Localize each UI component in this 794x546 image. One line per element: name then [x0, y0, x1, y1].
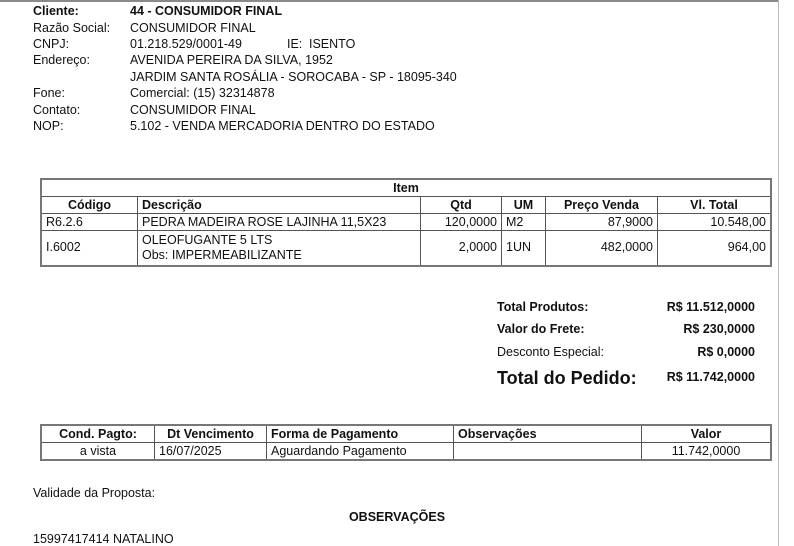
ie-label: IE: [287, 37, 303, 51]
item-descricao: PEDRA MADEIRA ROSE LAJINHA 11,5X23 [138, 214, 421, 231]
item-preco: 482,0000 [546, 231, 658, 266]
header-codigo: Código [41, 197, 138, 214]
endereco-line1: AVENIDA PEREIRA DA SILVA, 1952 [130, 53, 333, 67]
item-total: 10.548,00 [658, 214, 772, 231]
header-observacoes: Observações [454, 425, 642, 443]
items-title: Item [41, 179, 771, 197]
fone-value: Comercial: (15) 32314878 [130, 86, 275, 100]
desconto-label: Desconto Especial: [497, 345, 605, 359]
header-valor: Valor [642, 425, 772, 443]
payment-header-row [41, 425, 771, 443]
cnpj-label: CNPJ: [33, 37, 70, 51]
table-row [41, 214, 771, 231]
item-qtd: 120,0000 [421, 214, 502, 231]
payment-table [40, 424, 772, 461]
cliente-value: 44 - CONSUMIDOR FINAL [130, 4, 283, 18]
header-cond-pagto: Cond. Pagto: [41, 425, 155, 443]
item-um: 1UN [502, 231, 546, 266]
items-table [40, 178, 772, 267]
header-um: UM [502, 197, 546, 214]
observacoes-text: 15997417414 NATALINO [33, 532, 174, 546]
header-qtd: Qtd [421, 197, 502, 214]
endereco-label: Endereço: [33, 53, 90, 67]
total-pedido-label: Total do Pedido: [497, 368, 637, 388]
item-um: M2 [502, 214, 546, 231]
item-qtd: 2,0000 [421, 231, 502, 266]
header-forma-pagamento: Forma de Pagamento [267, 425, 454, 443]
validade-proposta: Validade da Proposta: [33, 486, 156, 500]
table-row [41, 443, 771, 461]
header-dt-vencimento: Dt Vencimento [155, 425, 267, 443]
item-obs: Obs: IMPERMEABILIZANTE [142, 247, 302, 262]
razao-value: CONSUMIDOR FINAL [130, 21, 256, 35]
fone-label: Fone: [33, 86, 65, 100]
item-codigo: R6.2.6 [41, 214, 138, 231]
dt-vencimento: 16/07/2025 [155, 443, 267, 461]
valor-frete-value: R$ 230,0000 [683, 322, 755, 336]
valor: 11.742,0000 [642, 443, 772, 461]
total-pedido-value: R$ 11.742,0000 [666, 370, 755, 384]
forma-pagamento: Aguardando Pagamento [267, 443, 454, 461]
contato-label: Contato: [33, 103, 81, 117]
nop-value: 5.102 - VENDA MERCADORIA DENTRO DO ESTADO [130, 119, 435, 133]
cnpj-value: 01.218.529/0001-49 [130, 37, 242, 51]
header-total: Vl. Total [658, 197, 772, 214]
table-row [41, 231, 771, 266]
total-produtos-label: Total Produtos: [497, 300, 589, 314]
razao-label: Razão Social: [33, 21, 111, 35]
total-pedido [497, 368, 755, 390]
nop-label: NOP: [33, 119, 64, 133]
ie-value: ISENTO [309, 37, 356, 51]
header-preco: Preço Venda [546, 197, 658, 214]
contato-value: CONSUMIDOR FINAL [130, 103, 256, 117]
item-descricao: OLEOFUGANTE 5 LTS [142, 232, 273, 247]
endereco-line2: JARDIM SANTA ROSÁLIA - SOROCABA - SP - 18095-340 [130, 70, 457, 84]
items-header-row [41, 197, 771, 214]
header-descricao: Descrição [138, 197, 421, 214]
observacoes-title: OBSERVAÇÕES [348, 510, 446, 524]
item-codigo: I.6002 [41, 231, 138, 266]
cliente-label: Cliente: [33, 4, 79, 18]
observacoes [454, 443, 642, 461]
page-right-border [778, 0, 779, 546]
desconto-value: R$ 0,0000 [697, 345, 755, 359]
total-produtos-value: R$ 11.512,0000 [666, 300, 755, 314]
item-descricao-cell [138, 231, 421, 266]
valor-frete-label: Valor do Frete: [497, 322, 585, 336]
item-total: 964,00 [658, 231, 772, 266]
item-preco: 87,9000 [546, 214, 658, 231]
page-top-border [0, 0, 779, 2]
cond-pagto: a vista [41, 443, 155, 461]
